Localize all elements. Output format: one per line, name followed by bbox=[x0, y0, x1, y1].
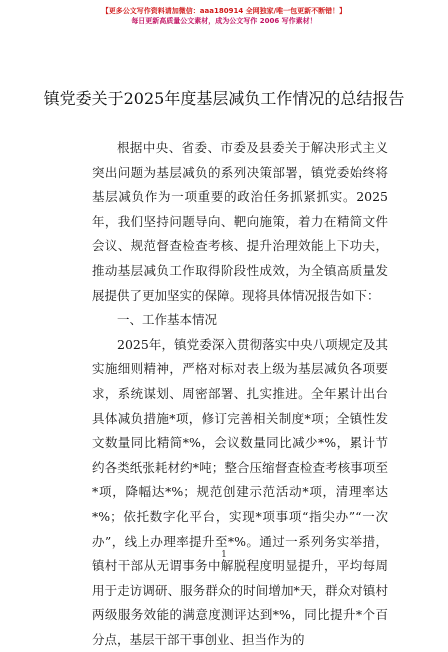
page-number: 1 bbox=[221, 550, 227, 560]
promo-line-1: 【更多公文写作资料请加微信：aaa180914 全网独家/唯一包更新不断错！】 bbox=[101, 7, 347, 15]
section-heading: 一、工作基本情况 bbox=[117, 312, 218, 328]
promo-line-2: 每日更新高质量公文素材，成为公文写作 2006 写作素材！ bbox=[131, 17, 317, 25]
promo-banner bbox=[0, 6, 448, 26]
section-paragraph: 2025年，镇党委深入贯彻落实中央八项规定及其实施细则精神，严格对标对表上级为基层减负各项要求，系统谋划、周密部署、扎实推进。全年累计出台具体减负措施*项，修订完善相关制度*项；全镇性发文数量同比精简*%，会议数量同比减少*%，累计节约各类纸张耗材约*吨；整合压缩督查检查考核事项至*项，降幅达*%；规范创建示范活动*项，清理率达*%；依托数字化平台，实现*项事项“指尖办”“一次办”，线上办理率提升至*%。通过一系列务实举措，镇村干部从无谓事务中解脱程度明显提升，平均每周用于走访调研、服务群众的时间增加*天，群众对镇村两级服务效能的满意度测评达到*%，同比提升*个百分点，基层干部干事创业、担当作为的 bbox=[92, 336, 388, 647]
document-title: 镇党委关于2025年度基层减负工作情况的总结报告 bbox=[43, 89, 405, 108]
intro-paragraph: 根据中央、省委、市委及县委关于解决形式主义突出问题为基层减负的系列决策部署，镇党委始终将基层减负作为一项重要的政治任务抓紧抓实。2025年，我们坚持问题导向、靶向施策，着力在精简文件会议、规范督查检查考核、提升治理效能上下功夫，推动基层减负工作取得阶段性成效，为全镇高质量发展提供了更加坚实的保障。现将具体情况报告如下： bbox=[92, 140, 388, 303]
document-body bbox=[92, 136, 388, 652]
